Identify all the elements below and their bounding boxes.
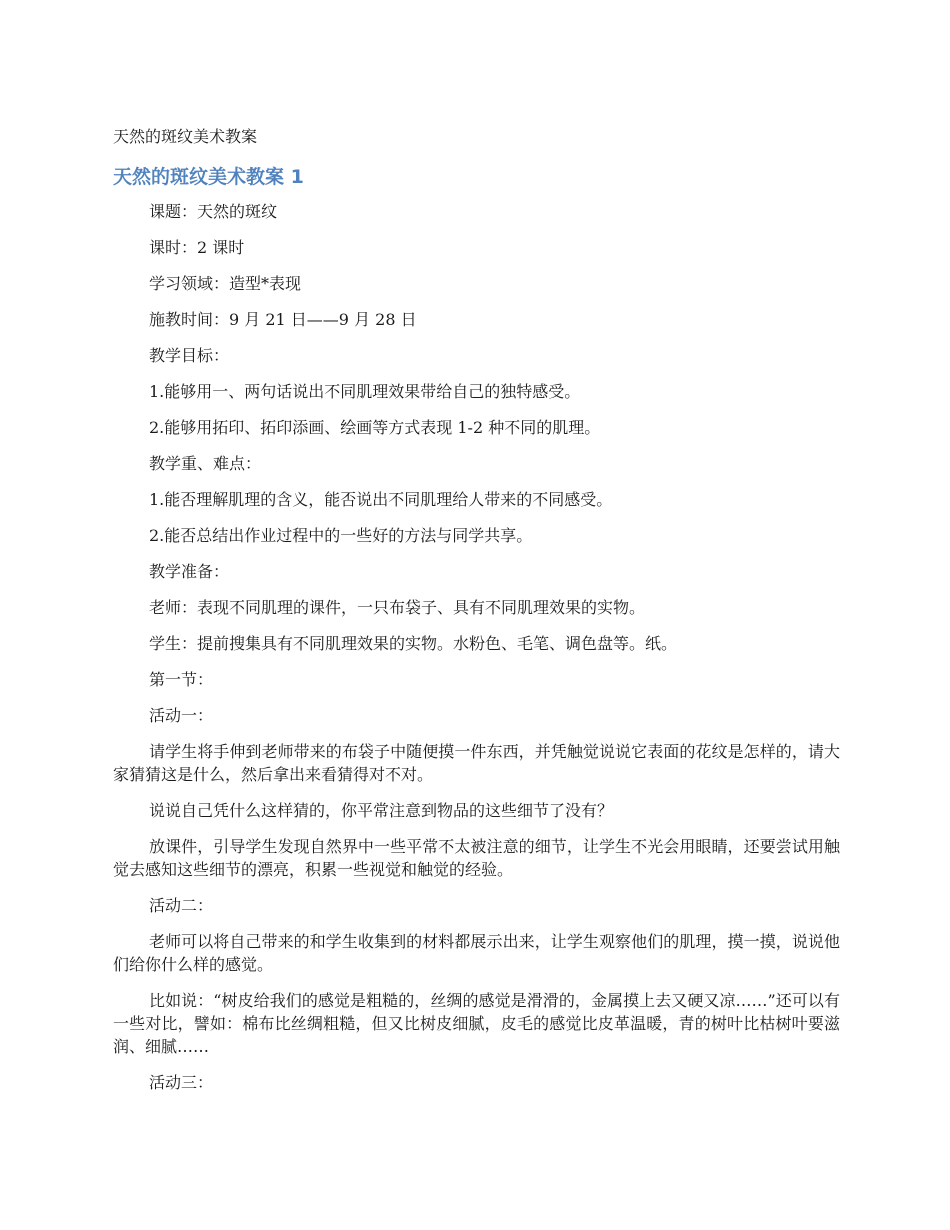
paragraph-activity-1-label: 活动一： [149, 706, 214, 725]
section-heading: 天然的斑纹美术教案 1 [113, 166, 304, 188]
paragraph-class-hours: 课时：2 课时 [149, 238, 245, 257]
paragraph-activity-1-text: 请学生将手伸到老师带来的布袋子中随便摸一件东西，并凭触觉说说它表面的花纹是怎样的，请大家猜猜这是什么，然后拿出来看猜得对不对。 [113, 742, 840, 784]
paragraph-topic: 课题：天然的斑纹 [149, 202, 278, 221]
paragraph-keypoint-2: 2.能否总结出作业过程中的一些好的方法与同学共享。 [149, 526, 533, 545]
paragraph-keypoints-label: 教学重、难点： [149, 454, 262, 473]
paragraph-preparation-label: 教学准备： [149, 562, 230, 581]
paragraph-activity-3-label: 活动三： [149, 1073, 214, 1092]
paragraph-student-prep: 学生：提前搜集具有不同肌理效果的实物。水粉色、毛笔、调色盘等。纸。 [149, 634, 678, 653]
document-title: 天然的斑纹美术教案 [113, 127, 258, 146]
paragraph-learning-area: 学习领域：造型*表现 [149, 274, 302, 293]
paragraph-section-1: 第一节： [149, 670, 214, 689]
paragraph-activity-2-text: 老师可以将自己带来的和学生收集到的材料都展示出来，让学生观察他们的肌理，摸一摸，说说他们给你什么样的感觉。 [113, 932, 840, 974]
paragraph-activity-1-question: 说说自己凭什么这样猜的，你平常注意到物品的这些细节了没有？ [149, 801, 614, 820]
paragraph-teacher-prep: 老师：表现不同肌理的课件，一只布袋子、具有不同肌理效果的实物。 [149, 598, 646, 617]
paragraph-activity-2-example: 比如说：“树皮给我们的感觉是粗糙的，丝绸的感觉是滑滑的，金属摸上去又硬又凉……”还可以有一些对比，譬如：棉布比丝绸粗糙，但又比树皮细腻，皮毛的感觉比皮革温暖，青的树叶比枯树叶要滋润、细腻…… [113, 991, 840, 1056]
paragraph-objective-1: 1.能够用一、两句话说出不同肌理效果带给自己的独特感受。 [149, 382, 581, 401]
paragraph-activity-1-courseware: 放课件，引导学生发现自然界中一些平常不太被注意的细节，让学生不光会用眼睛，还要尝试用触觉去感知这些细节的漂亮，积累一些视觉和触觉的经验。 [113, 837, 840, 879]
paragraph-keypoint-1: 1.能否理解肌理的含义，能否说出不同肌理给人带来的不同感受。 [149, 490, 613, 509]
document-body [113, 200, 840, 1107]
paragraph-objectives-label: 教学目标： [149, 346, 230, 365]
paragraph-objective-2: 2.能够用拓印、拓印添画、绘画等方式表现 1-2 种不同的肌理。 [149, 418, 601, 437]
paragraph-activity-2-label: 活动二： [149, 896, 214, 915]
paragraph-teaching-time: 施教时间：9 月 21 日——9 月 28 日 [149, 310, 417, 329]
